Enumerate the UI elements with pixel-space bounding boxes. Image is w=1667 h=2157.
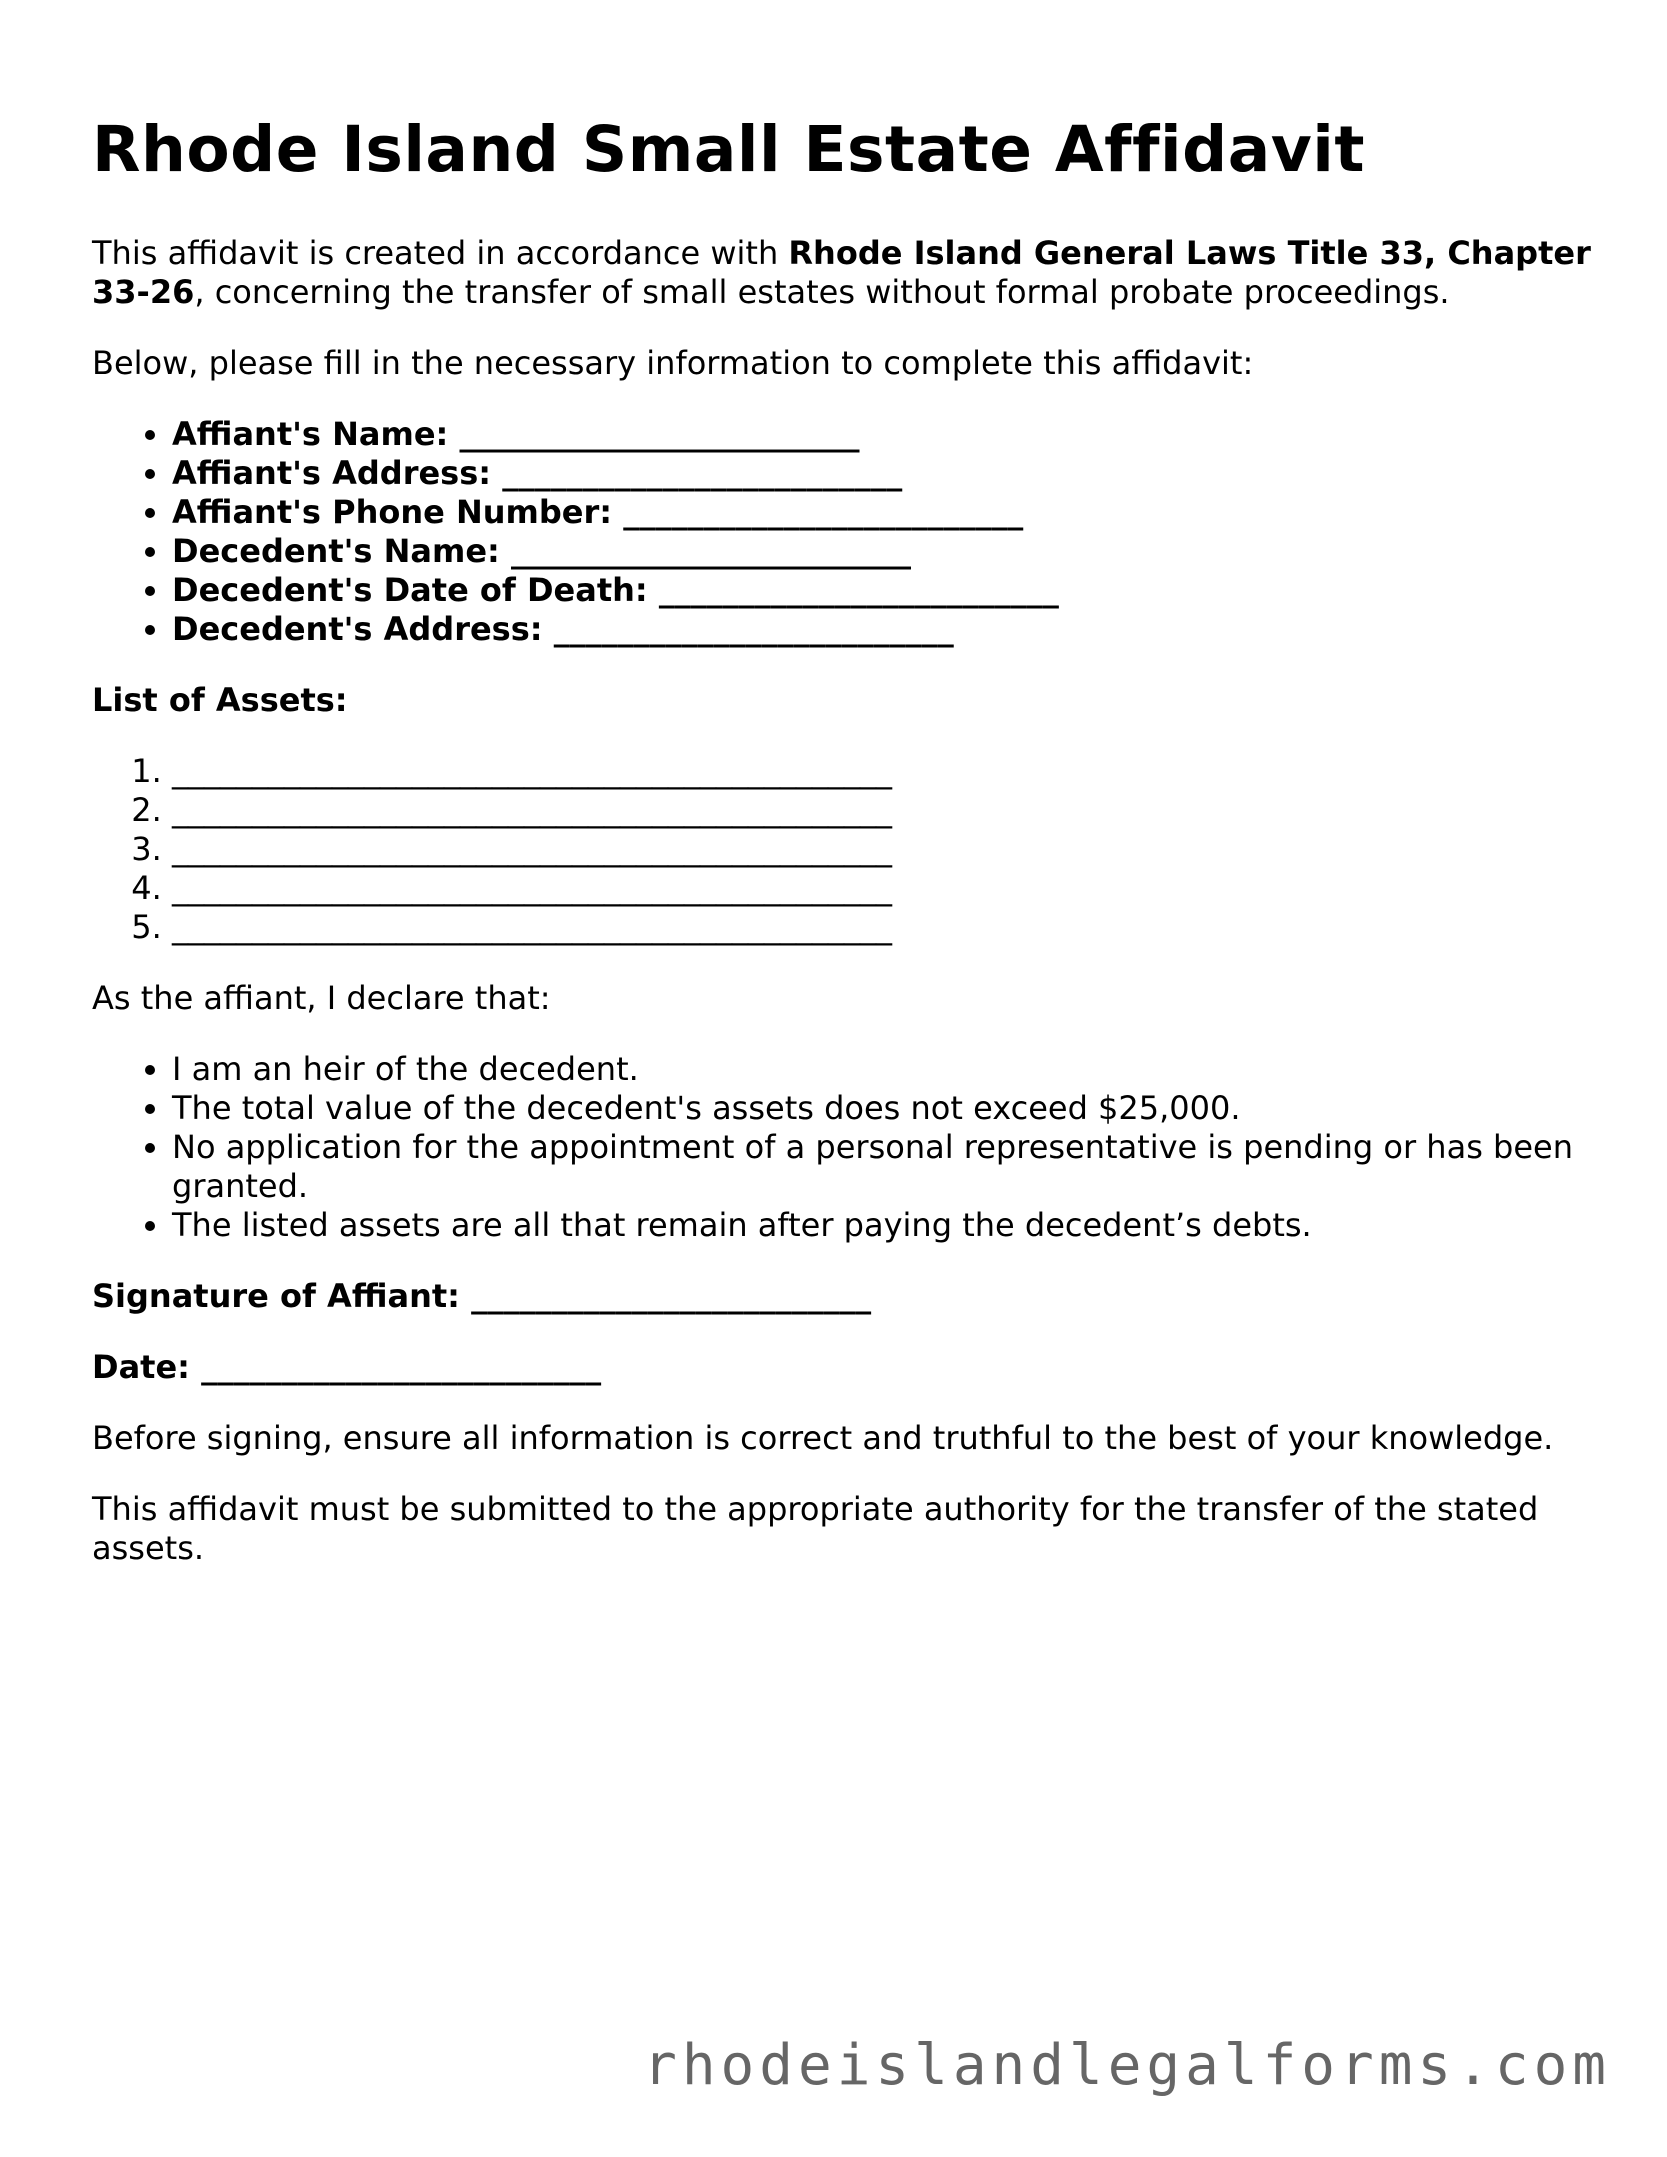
document-page [92, 112, 1592, 1600]
field-label: Affiant's Phone Number: [172, 493, 613, 531]
fill-in-blank: _________________________ [553, 610, 954, 648]
declaration-item: • The listed assets are all that remain after paying the decedent’s debts. [172, 1206, 1592, 1245]
asset-line [172, 752, 1592, 791]
field-label: Affiant's Address: [172, 454, 492, 492]
fill-in-blank: _________________________ [510, 532, 911, 570]
assets-heading: List of Assets: [92, 681, 348, 719]
date-line [92, 1348, 1592, 1387]
closing-paragraph-2: This affidavit must be submitted to the appropriate authority for the transfer of the stated assets. [92, 1490, 1539, 1567]
field-affiant-name [172, 415, 1592, 454]
date-label: Date: [92, 1348, 190, 1386]
law-reference: Rhode Island General Laws Title 33, Chapter 33-26 [92, 234, 1591, 311]
fill-in-blank: _________________________ [623, 493, 1024, 531]
field-label: Decedent's Address: [172, 610, 543, 648]
field-label: Decedent's Name: [172, 532, 500, 570]
declaration-item: • The total value of the decedent's assets does not exceed $25,000. [172, 1089, 1592, 1128]
field-decedent-address [172, 610, 1592, 649]
fill-in-blank: _________________________ [459, 415, 860, 453]
field-decedent-name [172, 532, 1592, 571]
intro-paragraph [92, 234, 1592, 312]
declaration-item: • No application for the appointment of a personal representative is pending or has been granted. [172, 1128, 1592, 1206]
asset-line [172, 830, 1592, 869]
assets-list [92, 752, 1592, 947]
instruction-paragraph: Below, please fill in the necessary information to complete this affidavit: [92, 344, 1254, 382]
asset-line [172, 791, 1592, 830]
fill-in-blank: _____________________________________________ [172, 752, 892, 790]
fill-in-blank: _____________________________________________ [172, 791, 892, 829]
intro-prefix: This affidavit is created in accordance with [92, 234, 789, 272]
fill-in-blank: _________________________ [502, 454, 903, 492]
signature-line [92, 1277, 1592, 1316]
asset-line [172, 869, 1592, 908]
declaration-item: • I am an heir of the decedent. [172, 1050, 1592, 1089]
fill-in-blank: _________________________ [658, 571, 1059, 609]
declare-intro: As the affiant, I declare that: [92, 979, 551, 1017]
asset-line [172, 908, 1592, 947]
field-decedent-date-of-death [172, 571, 1592, 610]
fill-in-blank: _____________________________________________ [172, 908, 892, 946]
signature-label: Signature of Affiant: [92, 1277, 460, 1315]
field-label: Decedent's Date of Death: [172, 571, 648, 609]
document-title: Rhode Island Small Estate Affidavit [92, 113, 1365, 186]
fill-in-blank: _________________________ [471, 1277, 872, 1315]
fill-in-blank: _____________________________________________ [172, 830, 892, 868]
website-watermark: rhodeislandlegalforms.com [643, 2033, 1611, 2098]
closing-paragraph-1: Before signing, ensure all information is correct and truthful to the best of your knowledge. [92, 1419, 1554, 1457]
fill-in-blank: _________________________ [201, 1348, 602, 1386]
field-label: Affiant's Name: [172, 415, 449, 453]
intro-suffix: , concerning the transfer of small estates without formal probate proceedings. [194, 273, 1450, 311]
info-field-list [92, 415, 1592, 649]
fill-in-blank: _____________________________________________ [172, 869, 892, 907]
field-affiant-address [172, 454, 1592, 493]
declarations-list [92, 1050, 1592, 1245]
field-affiant-phone [172, 493, 1592, 532]
